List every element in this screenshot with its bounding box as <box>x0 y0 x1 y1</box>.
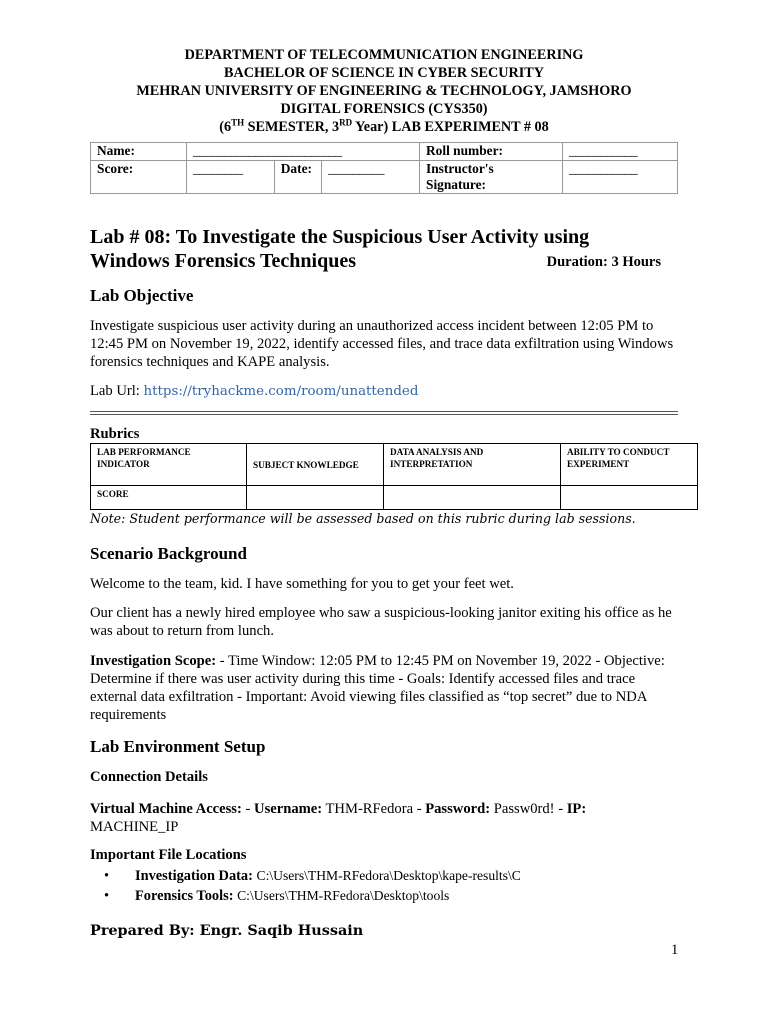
rubric-col-analysis: DATA ANALYSIS AND INTERPRETATION <box>384 444 561 486</box>
student-info-table <box>90 142 678 194</box>
objective-text: Investigate suspicious user activity during an unauthorized access incident between 12:05 PM to 12:45 PM on November 19, 2022, identify accessed files, and trace data exfiltration using Windows forensics techniques and KAPE analysis. <box>90 318 674 370</box>
rubric-score-label: SCORE <box>91 486 247 510</box>
rubric-col-indicator: LAB PERFORMANCE INDICATOR <box>91 444 247 486</box>
lab-url-line: Lab Url: https://tryhackme.com/room/unattended <box>90 383 419 399</box>
name-label: Name: <box>91 143 187 161</box>
vm-access-details: Virtual Machine Access: - Username: THM-RFedora - Password: Passw0rd! - IP: MACHINE_IP <box>90 801 587 835</box>
page-number: 1 <box>671 942 679 958</box>
lab-url-link[interactable]: https://tryhackme.com/room/unattended <box>143 384 419 399</box>
instructor-signature-field[interactable]: ___________ <box>563 161 678 194</box>
info-row-name <box>91 143 678 161</box>
prepared-by: Prepared By: Engr. Saqib Hussain <box>90 922 364 939</box>
header-university: MEHRAN UNIVERSITY OF ENGINEERING & TECHNOLOGY, JAMSHORO <box>136 83 632 99</box>
date-label: Date: <box>274 161 321 194</box>
scenario-heading: Scenario Background <box>90 544 247 563</box>
divider-bottom <box>90 414 678 415</box>
roll-number-field[interactable]: ___________ <box>563 143 678 161</box>
header-course: DIGITAL FORENSICS (CYS350) <box>280 101 488 117</box>
header-program: BACHELOR OF SCIENCE IN CYBER SECURITY <box>224 65 544 81</box>
rubrics-table <box>90 443 698 510</box>
score-label: Score: <box>91 161 187 194</box>
instructor-signature-label: Instructor's Signature: <box>420 161 563 194</box>
header-department: DEPARTMENT OF TELECOMMUNICATION ENGINEERING <box>184 47 584 63</box>
connection-details-heading: Connection Details <box>90 769 208 785</box>
score-field[interactable]: ________ <box>187 161 275 194</box>
bullet-icon: • <box>104 888 110 904</box>
rubric-score-analysis[interactable] <box>384 486 561 510</box>
date-field[interactable]: _________ <box>322 161 420 194</box>
list-item: • Forensics Tools: C:\Users\THM-RFedora\Desktop\tools <box>104 888 450 904</box>
rubric-note: Note: Student performance will be assessed based on this rubric during lab sessions. <box>90 511 636 526</box>
investigation-scope: Investigation Scope: - Time Window: 12:05 PM to 12:45 PM on November 19, 2022 - Objective: Determine if there was user activity during this time - Goals: Identify accessed files and trace external data exfiltration - Important: Avoid viewing files classified as “top secret” due to NDA requirements <box>90 653 665 723</box>
rubric-score-knowledge[interactable] <box>247 486 384 510</box>
divider-top <box>90 411 678 412</box>
environment-heading: Lab Environment Setup <box>90 737 266 756</box>
rubric-score-row <box>91 486 698 510</box>
lab-title: Lab # 08: To Investigate the Suspicious User Activity using Windows Forensics Techniques <box>90 226 590 272</box>
rubric-header-row <box>91 444 698 486</box>
objective-heading: Lab Objective <box>90 286 194 305</box>
rubrics-title: Rubrics <box>90 426 140 442</box>
name-field[interactable]: ________________________ <box>187 143 420 161</box>
list-item: • Investigation Data: C:\Users\THM-RFedora\Desktop\kape-results\C <box>104 868 521 884</box>
scenario-paragraph-2: Our client has a newly hired employee who saw a suspicious-looking janitor exiting his office as he was about to return from lunch. <box>90 605 672 639</box>
lab-duration: Duration: 3 Hours <box>546 254 661 270</box>
bullet-icon: • <box>104 868 110 884</box>
rubric-col-knowledge: SUBJECT KNOWLEDGE <box>247 444 384 486</box>
scenario-paragraph-1: Welcome to the team, kid. I have something for you to get your feet wet. <box>90 576 514 592</box>
roll-number-label: Roll number: <box>420 143 563 161</box>
rubric-score-ability[interactable] <box>561 486 698 510</box>
info-row-score <box>91 161 678 194</box>
header-semester: (6TH SEMESTER, 3RD Year) LAB EXPERIMENT # 08 <box>219 117 549 135</box>
file-locations-list <box>90 866 521 906</box>
rubric-col-ability: ABILITY TO CONDUCT EXPERIMENT <box>561 444 698 486</box>
file-locations-heading: Important File Locations <box>90 847 247 863</box>
